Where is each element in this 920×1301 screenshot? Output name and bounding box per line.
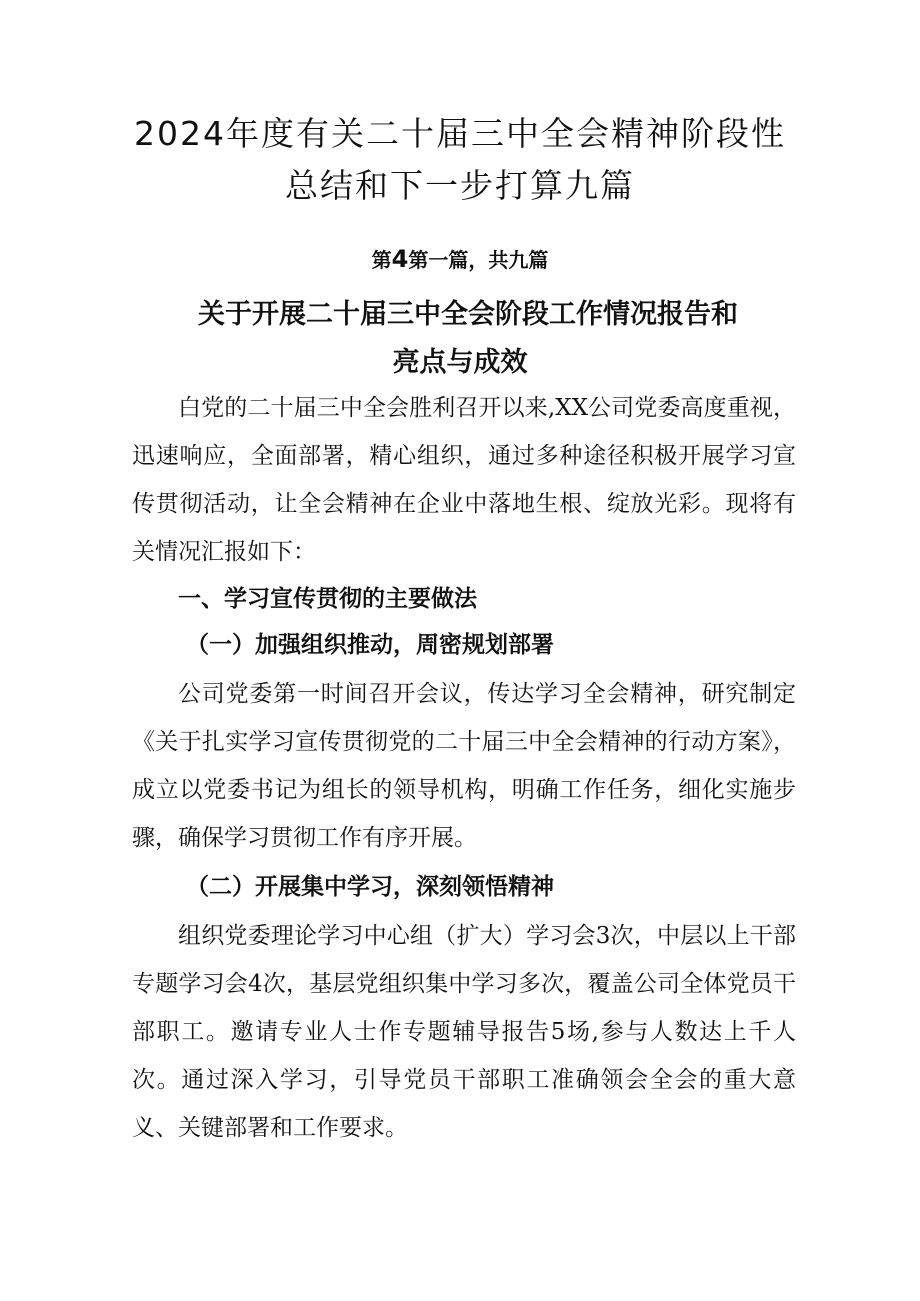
report-title-line-2: 亮点与成效 [392,347,528,378]
body-paragraph-2: 组织党委理论学习中心组（扩大）学习会3次，中层以上干部专题学习会4次，基层党组织集中学习多次，覆盖公司全体党员干部职工。邀请专业人士作专题辅导报告5场,参与人数达上千人次。通过深入学习，引导党员干部职工准确领会全会的重大意义、关键部署和工作要求。 [132,923,796,1141]
intro-paragraph: 白党的二十届三中全会胜利召开以来,XX公司党委高度重视，迅速响应，全面部署，精心组织，通过多种途径积极开展学习宣传贯彻活动，让全会精神在企业中落地生根、绽放光彩。现将有关情况汇报如下： [132,395,796,565]
body-paragraph-1: 公司党委第一时间召开会议，传达学习全会精神，研究制定《关于扎实学习宣传贯彻党的二十届三中全会精神的行动方案》，成立以党委书记为组长的领导机构，明确工作任务，细化实施步骤，确保学习贯彻工作有序开展。 [132,681,796,851]
part-label-text: 第一篇，共九篇 [408,248,549,272]
document-title-line-2: 总结和下一步打算九篇 [285,166,635,205]
part-prefix: 第 [371,248,392,272]
sub-heading-1: （一）加强组织推动，周密规划部署 [186,631,554,658]
report-title-line-1: 关于开展二十届三中全会阶段工作情况报告和 [198,299,738,330]
part-number: 4 [391,245,409,273]
section-heading: 一、学习宣传贯彻的主要做法 [178,586,477,612]
document-title-line-1: 2024年度有关二十届三中全会精神阶段性 [134,114,786,153]
sub-heading-2: （二）开展集中学习，深刻领悟精神 [186,873,554,900]
part-indicator [0,244,920,273]
